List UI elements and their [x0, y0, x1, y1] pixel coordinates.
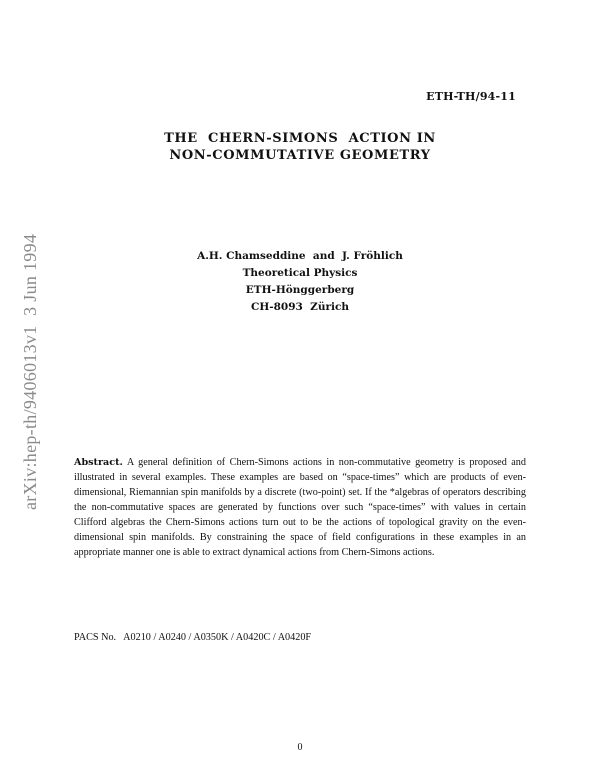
abstract [74, 455, 526, 560]
report-number: ETH-TH/94-11 [426, 90, 516, 103]
abstract-label: Abstract. [74, 457, 123, 468]
affiliation-line-2: ETH-Hönggerberg [245, 284, 355, 296]
affiliation-line-3: CH-8093 Zürich [250, 301, 350, 313]
paper-title-line-2: NON-COMMUTATIVE GEOMETRY [169, 148, 431, 163]
paper-title-line-1: THE CHERN-SIMONS ACTION IN [164, 131, 436, 146]
paper-title [0, 130, 600, 164]
author-names: A.H. Chamseddine and J. Fröhlich [197, 250, 403, 262]
page-number: 0 [297, 742, 303, 753]
affiliation-line-1: Theoretical Physics [242, 267, 358, 279]
arxiv-sidebar-identifier: arXiv:hep-th/9406013v1 3 Jun 1994 [20, 233, 40, 510]
author-block [0, 248, 600, 316]
abstract-text: A general definition of Chern-Simons actions in non-commutative geometry is proposed and illustrated in several examples. These examples are based on “space-times” which are products of even-dimensional, Riemannian spin manifolds by a discrete (two-point) set. If the *algebras of operators describing the non-commutative spaces are generated by functions over such “space-times” with values in certain Clifford algebras the Chern-Simons actions turn out to be the actions of topological gravity on the even-dimensional spin manifolds. By constraining the space of field configurations in these examples in an appropriate manner one is able to extract dynamical actions from Chern-Simons actions. [74, 457, 526, 558]
pacs-numbers: PACS No. A0210 / A0240 / A0350K / A0420C / A0420F [74, 632, 312, 643]
